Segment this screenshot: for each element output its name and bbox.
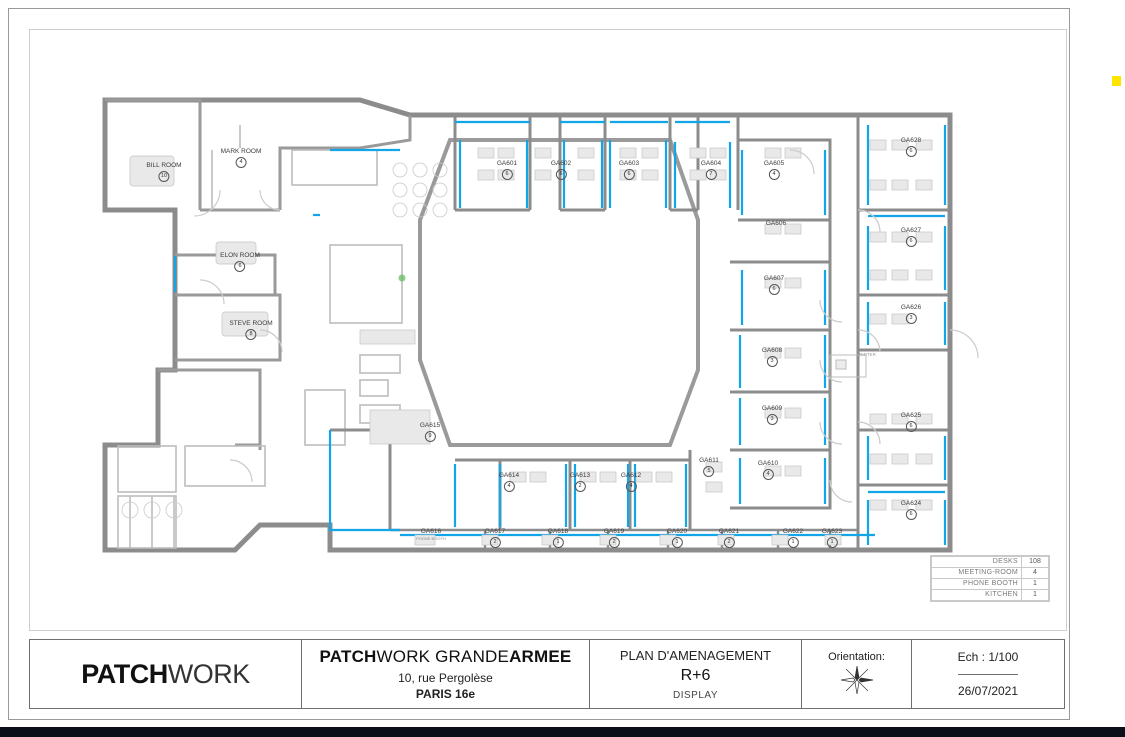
- office-capacity: 7: [706, 169, 717, 180]
- project-info: [302, 640, 590, 708]
- north-arrow-icon: [836, 663, 878, 697]
- logo-light-text: WORK: [167, 658, 250, 689]
- office-capacity: 6: [906, 236, 917, 247]
- office-capacity: 1: [827, 537, 838, 548]
- document-info: [590, 640, 802, 708]
- room-capacity: 4: [236, 157, 247, 168]
- room-capacity: 8: [246, 329, 257, 340]
- office-label-GA624: [901, 500, 921, 520]
- office-capacity: 6: [556, 169, 567, 180]
- office-capacity: 3: [906, 313, 917, 324]
- office-capacity: 2: [490, 537, 501, 548]
- office-id: GA619: [603, 528, 625, 535]
- office-label-GA621: [719, 528, 739, 548]
- plan-viewport: [29, 29, 1067, 631]
- document-type: PLAN D'AMENAGEMENT: [619, 647, 772, 663]
- office-id: GA622: [782, 528, 804, 535]
- office-id: GA627: [900, 227, 922, 234]
- office-label-GA617: [485, 528, 505, 548]
- office-id: GA611: [699, 457, 719, 464]
- legend-row: [932, 578, 1049, 589]
- office-id: GA624: [900, 500, 922, 507]
- room-label-elon-room: [220, 252, 260, 272]
- office-capacity: 6: [906, 509, 917, 520]
- room-label-bill-room: [146, 162, 181, 182]
- office-capacity: 4: [626, 481, 637, 492]
- bottom-bar: [0, 727, 1125, 737]
- office-label-GA609: [762, 405, 782, 425]
- office-label-GA618: [548, 528, 568, 548]
- office-id: GA606: [765, 220, 787, 227]
- office-capacity: 1: [788, 537, 799, 548]
- office-id: GA602: [550, 160, 572, 167]
- floor-plan: [30, 30, 1066, 630]
- office-capacity: 6: [906, 421, 917, 432]
- highlight-marker: [1112, 76, 1121, 86]
- logo-bold-text: PATCH: [81, 658, 168, 689]
- office-capacity: 3: [767, 414, 778, 425]
- legend-value: 4: [1022, 567, 1049, 578]
- office-id: GA612: [620, 472, 642, 479]
- office-capacity: 2: [575, 481, 586, 492]
- office-label-GA605: [764, 160, 784, 180]
- office-label-GA603: [619, 160, 639, 180]
- company-logo: [30, 640, 302, 708]
- office-label-GA626: [901, 304, 921, 324]
- office-label-GA622: [783, 528, 803, 548]
- office-id: GA621: [718, 528, 740, 535]
- office-label-GA613: [570, 472, 590, 492]
- office-capacity: 5: [703, 466, 714, 477]
- title-block: [29, 639, 1065, 709]
- right-margin: [1087, 0, 1125, 737]
- legend-row: [932, 589, 1049, 600]
- office-label-GA619: [604, 528, 624, 548]
- office-label-GA612: [621, 472, 641, 492]
- office-id: GA628: [900, 137, 922, 144]
- office-id: GA618: [547, 528, 569, 535]
- room-name: BILL ROOM: [146, 162, 182, 169]
- legend-key: KITCHEN: [932, 589, 1022, 600]
- office-label-GA601: [497, 160, 517, 180]
- office-id: GA623: [821, 528, 843, 535]
- office-label-GA616: [416, 528, 446, 541]
- office-label-GA610: [758, 460, 778, 480]
- legend-row: [932, 567, 1049, 578]
- office-id: GA626: [900, 304, 922, 311]
- office-label-GA607: [764, 275, 784, 295]
- room-name: STEVE ROOM: [229, 320, 273, 327]
- office-label-GA602: [551, 160, 571, 180]
- legend-table: [930, 555, 1050, 602]
- scale-value: Ech : 1/100: [958, 640, 1019, 675]
- office-capacity: 3: [767, 356, 778, 367]
- office-label-GA614: [499, 472, 519, 492]
- office-id: GA603: [618, 160, 640, 167]
- office-label-GA628: [901, 137, 921, 157]
- room-label-steve-room: [229, 320, 272, 340]
- room-name: ELON ROOM: [220, 252, 260, 259]
- office-capacity: 4: [504, 481, 515, 492]
- office-capacity: 9: [425, 431, 436, 442]
- room-capacity: 6: [234, 261, 245, 272]
- office-label-GA606: [766, 220, 786, 228]
- project-city: PARIS 16e: [415, 687, 476, 701]
- sheet-frame: [8, 8, 1070, 720]
- printer-label: [856, 352, 876, 358]
- office-capacity: 6: [906, 146, 917, 157]
- office-label-GA623: [822, 528, 842, 548]
- orientation-label: Orientation:: [828, 651, 885, 663]
- office-id: GA609: [761, 405, 783, 412]
- office-id: GA608: [761, 347, 783, 354]
- office-label-GA620: [667, 528, 687, 548]
- legend-value: 108: [1022, 556, 1049, 567]
- orientation-block: [802, 640, 912, 708]
- office-id: GA601: [496, 160, 518, 167]
- project-name-part1: PATCH: [319, 647, 377, 666]
- office-id: GA616: [420, 528, 442, 535]
- office-label-GA627: [901, 227, 921, 247]
- document-state: DISPLAY: [673, 689, 718, 701]
- office-id: GA610: [757, 460, 779, 467]
- office-capacity: 1: [672, 537, 683, 548]
- office-capacity: 6: [624, 169, 635, 180]
- office-capacity: 4: [769, 169, 780, 180]
- office-id: GA617: [484, 528, 506, 535]
- office-id: GA615: [419, 422, 441, 429]
- room-label-mark-room: [221, 148, 262, 168]
- office-capacity: 2: [724, 537, 735, 548]
- project-address: 10, rue Pergolèse: [398, 671, 493, 685]
- office-capacity: 4: [763, 469, 774, 480]
- project-name-part3: ARMEE: [509, 647, 572, 666]
- office-label-GA615: [420, 422, 440, 442]
- office-id: GA613: [569, 472, 591, 479]
- legend-key: DESKS: [932, 556, 1022, 567]
- printer-text: PRINTER: [856, 352, 876, 357]
- office-id: GA607: [763, 275, 785, 282]
- office-label-GA625: [901, 412, 921, 432]
- office-id: GA620: [666, 528, 688, 535]
- office-id: GA604: [700, 160, 722, 167]
- phone-booth-note: PHONE BOOTH: [416, 536, 446, 542]
- office-capacity: 1: [553, 537, 564, 548]
- document-level: R+6: [680, 666, 711, 684]
- office-capacity: 2: [609, 537, 620, 548]
- scale-date-block: [912, 640, 1064, 708]
- project-name: [320, 647, 572, 667]
- legend-row: [932, 556, 1049, 567]
- office-capacity: 6: [769, 284, 780, 295]
- legend-key: PHONE BOOTH: [932, 578, 1022, 589]
- legend-key: MEETING-ROOM: [932, 567, 1022, 578]
- office-id: GA605: [763, 160, 785, 167]
- office-id: GA614: [498, 472, 520, 479]
- date-value: 26/07/2021: [957, 684, 1019, 699]
- legend-value: 1: [1022, 578, 1049, 589]
- legend-value: 1: [1022, 589, 1049, 600]
- office-label-GA604: [701, 160, 721, 180]
- office-label-GA611: [699, 457, 719, 477]
- project-name-part2: WORK GRANDE: [376, 647, 510, 666]
- office-id: GA625: [900, 412, 922, 419]
- room-name: MARK ROOM: [220, 148, 262, 155]
- office-label-GA608: [762, 347, 782, 367]
- room-capacity: 10: [158, 171, 169, 182]
- office-capacity: 6: [502, 169, 513, 180]
